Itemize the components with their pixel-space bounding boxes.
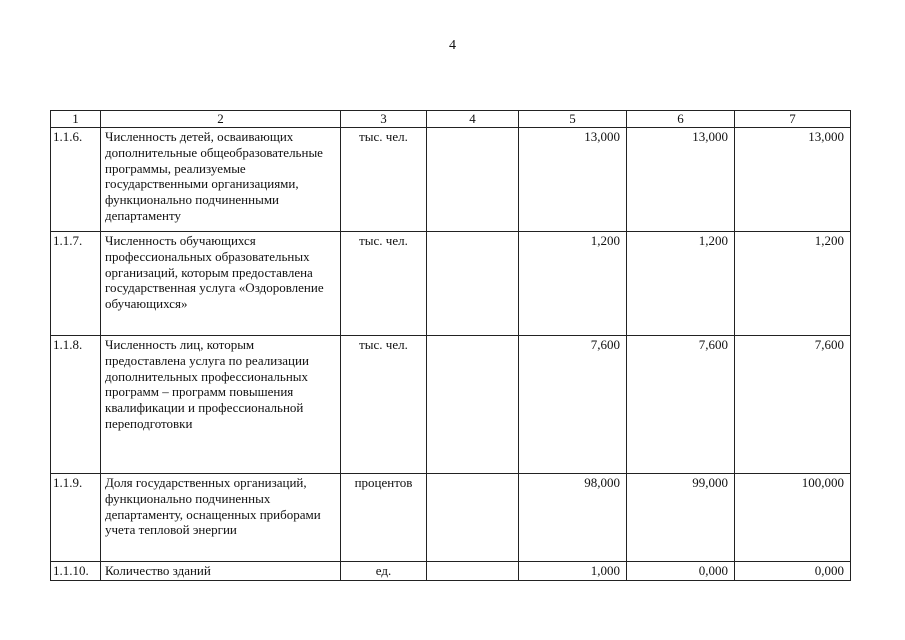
indicators-table — [50, 110, 851, 581]
row-col4 — [427, 473, 519, 561]
row-unit: тыс. чел. — [341, 335, 427, 473]
header-cell-6: 6 — [627, 111, 735, 128]
header-cell-7: 7 — [735, 111, 851, 128]
row-col4 — [427, 127, 519, 231]
table-row — [51, 127, 851, 231]
row-col7: 1,200 — [735, 231, 851, 335]
row-code: 1.1.9. — [51, 473, 101, 561]
row-col4 — [427, 561, 519, 580]
row-col5: 98,000 — [519, 473, 627, 561]
row-col6: 13,000 — [627, 127, 735, 231]
header-cell-3: 3 — [341, 111, 427, 128]
row-code: 1.1.6. — [51, 127, 101, 231]
table-row — [51, 231, 851, 335]
row-name: Численность обучающихся профессиональных образовательных организаций, которым предоставлена государственная услуга «Оздоровление обучающихся» — [101, 231, 341, 335]
table-row — [51, 561, 851, 580]
header-cell-5: 5 — [519, 111, 627, 128]
row-code: 1.1.10. — [51, 561, 101, 580]
row-col6: 1,200 — [627, 231, 735, 335]
row-col5: 1,200 — [519, 231, 627, 335]
table-row — [51, 473, 851, 561]
row-col6: 99,000 — [627, 473, 735, 561]
table-row — [51, 335, 851, 473]
row-unit: тыс. чел. — [341, 127, 427, 231]
row-name: Численность детей, осваивающих дополнительные общеобразовательные программы, реализуемые государственными организациями, функционально подчиненными департаменту — [101, 127, 341, 231]
row-unit: ед. — [341, 561, 427, 580]
row-unit: тыс. чел. — [341, 231, 427, 335]
row-code: 1.1.8. — [51, 335, 101, 473]
row-name: Численность лиц, которым предоставлена услуга по реализации дополнительных профессиональных программ – программ повышения квалификации и профессиональной переподготовки — [101, 335, 341, 473]
row-col4 — [427, 335, 519, 473]
page-number: 4 — [449, 38, 456, 53]
header-row — [51, 111, 851, 128]
row-col7: 100,000 — [735, 473, 851, 561]
row-col4 — [427, 231, 519, 335]
header-cell-4: 4 — [427, 111, 519, 128]
row-col7: 0,000 — [735, 561, 851, 580]
row-col5: 13,000 — [519, 127, 627, 231]
row-name: Доля государственных организаций, функционально подчиненных департаменту, оснащенных приборами учета тепловой энергии — [101, 473, 341, 561]
row-col7: 7,600 — [735, 335, 851, 473]
row-col6: 0,000 — [627, 561, 735, 580]
row-col5: 1,000 — [519, 561, 627, 580]
row-col5: 7,600 — [519, 335, 627, 473]
row-name: Количество зданий — [101, 561, 341, 580]
row-col7: 13,000 — [735, 127, 851, 231]
header-cell-1: 1 — [51, 111, 101, 128]
row-col6: 7,600 — [627, 335, 735, 473]
header-cell-2: 2 — [101, 111, 341, 128]
row-code: 1.1.7. — [51, 231, 101, 335]
row-unit: процентов — [341, 473, 427, 561]
